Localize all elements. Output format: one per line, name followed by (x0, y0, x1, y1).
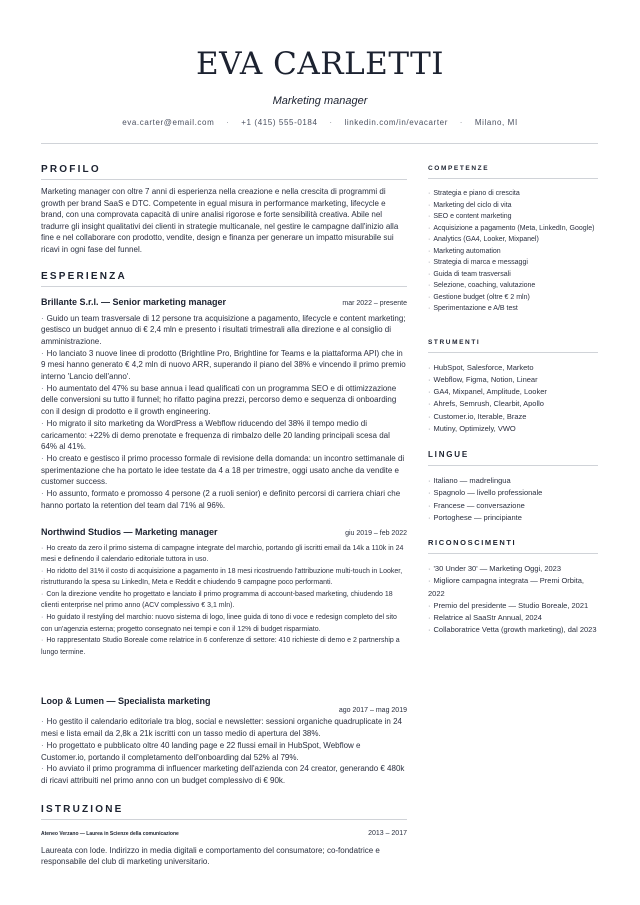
list-item: · Ho guidato il restyling del marchio: nuovo sistema di logo, linee guida di tono di voce e redesign completo del sito con un'agenzia esterna; progetto consegnato nei tempi e con il 12% di budget risparmiato. (41, 614, 397, 633)
bullet-icon: · (41, 740, 44, 750)
education-description: Laureata con lode. Indirizzo in media digitali e comportamento del consumatore; co-fondatrice e responsabile del club di marketing universitario. (41, 845, 380, 867)
bullet-icon: · (428, 564, 431, 574)
list-item: · Relatrice al SaaStr Annual, 2024 (428, 612, 542, 622)
bullet-icon: · (428, 625, 431, 635)
bullet-icon: · (428, 423, 431, 433)
section-istruzione (41, 804, 407, 868)
side-column (428, 165, 598, 636)
section-title: STRUMENTI (428, 339, 598, 353)
section-profilo (41, 164, 407, 256)
list-item: · Gestione budget (oltre € 2 mln) (428, 293, 530, 301)
list-item: · Spagnolo — livello professionale (428, 488, 543, 498)
list-item: · HubSpot, Salesforce, Marketo (428, 362, 534, 372)
bullet-icon: · (428, 259, 431, 266)
job-title: Brillante S.r.l. — Senior marketing manager (41, 296, 227, 307)
job-header (41, 297, 407, 307)
bullet-icon: · (41, 544, 44, 552)
contact-linkedin[interactable]: linkedin.com/in/evacarter (344, 118, 448, 127)
bullet-icon: · (428, 247, 431, 255)
main-column (41, 164, 407, 868)
list-item: · Ho aumentato del 47% su base annua i lead qualificati con un programma SEO e di ottimizzazione delle conversioni su tutto il funnel; ho rifatto pagina prezzi, percorso demo e sequenza di onboarding con il design di prodotto e il growth engineering. (41, 383, 397, 417)
contact-email[interactable]: eva.carter@email.com (122, 118, 215, 127)
list-item: · Sperimentazione e A/B test (428, 305, 518, 312)
list-item: · Analytics (GA4, Looker, Mixpanel) (428, 236, 539, 243)
job-date: mar 2022 – presente (342, 299, 407, 307)
list-item: · '30 Under 30' — Marketing Oggi, 2023 (428, 564, 562, 574)
bullet-icon: · (428, 488, 431, 498)
list-item: · Ho migrato il sito marketing da WordPress a Webflow riducendo del 38% il tempo medio di caricamento: +22% di demo prenotate e frequenza di rimbalzo delle 20 landing principali scesa dal 64% al 41%. (41, 418, 390, 452)
job-entry (41, 527, 407, 659)
education-date: 2013 – 2017 (368, 829, 407, 837)
contact-separator: · (329, 118, 333, 127)
bullet-icon: · (41, 590, 44, 598)
list-item: · Marketing automation (428, 247, 501, 255)
profile-summary: Marketing manager con oltre 7 anni di esperienza nella creazione e nella crescita di programmi di growth per brand SaaS e DTC. Competente in egual misura in performance marketing, lifecycle e brand, con una comprovata capacità di unire analisi rigorose e forte sensibilità creativa. Abile nel tradurre gli insight qualitativi dei clienti in strategie multicanale, nel gestire le campagne dall'inizio alla fine e nel collaborare con prodotto, vendite, design e finanza per generare un impatto misurabile sui ricavi in ogni fase del funnel. (41, 187, 399, 254)
list-item: · Migliore campagna integrata — Premi Orbita, 2022 (428, 576, 584, 598)
section-title: LINGUE (428, 450, 598, 466)
job-entry (41, 297, 407, 512)
list-item: · Ho creato da zero il primo sistema di campagne integrate del marchio, portando gli iscritti email da 14k a 110k in 24 mesi e definendo il calendario editoriale tuttora in uso. (41, 544, 404, 564)
section-strumenti (428, 339, 598, 436)
list-item: · Con la direzione vendite ho progettato e lanciato il primo programma di account-based marketing, chiudendo 18 clienti enterprise nel primo anno (ACV complessivo € 3,1 mln). (41, 590, 393, 610)
contact-location: Milano, MI (474, 118, 518, 127)
bullet-icon: · (41, 764, 44, 774)
job-title: Loop & Lumen — Specialista marketing (41, 696, 211, 707)
list-item: · Strategia di marca e messaggi (428, 259, 528, 266)
section-title: RICONOSCIMENTI (428, 538, 598, 554)
list-item: · Ho assunto, formato e promosso 4 persone (2 a ruoli senior) e definito percorsi di carriera chiari che hanno portato la retention del team dal 71% al 96%. (41, 489, 401, 510)
list-item: · Ahrefs, Semrush, Clearbit, Apollo (428, 399, 544, 409)
bullet-icon: · (428, 576, 431, 586)
bullet-icon: · (428, 600, 431, 610)
list-item: · Portoghese — principiante (428, 512, 522, 522)
list-item: · Customer.io, Iterable, Braze (428, 411, 527, 421)
bullet-icon: · (428, 270, 431, 278)
list-item: · Guido un team trasversale di 12 persone tra acquisizione a pagamento, lifecycle e content marketing; gestisco un budget annuo di € 2,4 mln e presento i risultati trimestrali alla direzione e al consiglio di amministrazione. (41, 313, 406, 346)
list-item: · Selezione, coaching, valutazione (428, 282, 536, 289)
bullet-icon: · (428, 512, 431, 522)
list-item: · Ho gestito il calendario editoriale tra blog, social e newsletter: sessioni organiche quadruplicate in 24 mesi e lista email da 2,8k a 21k iscritti con un tasso medio di apertura del 38%. (41, 717, 402, 739)
bullet-icon: · (428, 362, 431, 372)
bullet-icon: · (428, 399, 431, 409)
bullet-icon: · (428, 293, 431, 301)
bullet-icon: · (428, 411, 431, 421)
bullet-icon: · (41, 614, 44, 622)
job-role: Marketing manager (272, 95, 368, 107)
candidate-name: EVA CARLETTI (196, 46, 444, 82)
bullet-icon: · (428, 213, 431, 220)
bullet-icon: · (428, 612, 431, 622)
list-item: · Ho ridotto del 31% il costo di acquisizione a pagamento in 18 mesi ricostruendo l'attribuzione multi-touch in Looker, ristrutturando la spesa su LinkedIn, Meta e Reddit e chiudendo 9 campagne poco performanti. (41, 567, 403, 587)
bullet-icon: · (41, 313, 44, 323)
job-date: ago 2017 – mag 2019 (338, 707, 407, 715)
contact-phone[interactable]: +1 (415) 555-0184 (241, 118, 318, 127)
list-item: · Ho creato e gestisco il primo processo formale di revisione della domanda: un incontro settimanale di sperimentazione che ha portato le idee testate da 4 a 18 per trimestre, oggi usato anche da vendite e customer success. (41, 454, 405, 487)
job-entry (41, 696, 407, 786)
bullet-icon: · (428, 190, 431, 197)
list-item: · SEO e content marketing (428, 213, 512, 220)
section-competenze (428, 165, 598, 315)
bullet-icon: · (428, 224, 431, 232)
list-item: · Francese — conversazione (428, 500, 525, 510)
list-item: · Mutiny, Optimizely, VWO (428, 423, 516, 433)
list-item: · Marketing del ciclo di vita (428, 201, 512, 209)
section-riconoscimenti (428, 538, 598, 636)
bullet-icon: · (41, 348, 44, 358)
list-item: · Premio del presidente — Studio Boreale, 2021 (428, 600, 589, 610)
job-title: Northwind Studios — Marketing manager (41, 526, 218, 537)
bullet-icon: · (428, 500, 431, 510)
list-item: · Ho rappresentato Studio Boreale come relatrice in 6 conferenze di settore: 410 richieste di demo e 2 partnership a lungo termine. (41, 637, 400, 656)
bullet-icon: · (41, 418, 44, 428)
education-header (41, 830, 407, 837)
bullet-icon: · (41, 637, 44, 645)
job-header (41, 527, 407, 537)
job-date: giu 2019 – feb 2022 (345, 529, 407, 537)
list-item: · Webflow, Figma, Notion, Linear (428, 374, 538, 384)
bullet-icon: · (41, 567, 44, 575)
section-lingue (428, 450, 598, 524)
list-item: · Acquisizione a pagamento (Meta, LinkedIn, Google) (428, 224, 595, 232)
bullet-icon: · (428, 305, 431, 312)
section-title: PROFILO (41, 164, 407, 180)
section-esperienza (41, 271, 407, 787)
contact-separator: · (226, 118, 230, 127)
contact-separator: · (459, 118, 464, 127)
bullet-icon: · (41, 489, 44, 499)
bullet-icon: · (428, 374, 431, 384)
list-item: · Guida di team trasversali (428, 270, 511, 278)
section-title: ESPERIENZA (41, 271, 407, 287)
bullet-icon: · (41, 717, 44, 727)
section-title: COMPETENZE (428, 165, 598, 179)
bullet-icon: · (428, 282, 431, 289)
list-item: · Ho lanciato 3 nuove linee di prodotto (Brightline Pro, Brightline for Teams e la piattaforma API) che in 9 mesi hanno generato € 4,2 mln di nuovo ARR, superando il piano del 38% e vincendo il primo premio interno 'Lancio dell'anno'. (41, 348, 406, 382)
list-item: · Ho avviato il primo programma di influencer marketing dell'azienda con 24 creator, generando € 480k di ricavi attribuiti nel primo anno con un budget complessivo di € 90k. (41, 764, 405, 785)
bullet-icon: · (41, 383, 44, 393)
list-item: · Ho progettato e pubblicato oltre 40 landing page e 22 flussi email in HubSpot, Webflow e Customer.io, portando il completamento dell'onboarding dal 52% al 79%. (41, 740, 361, 762)
list-item: · Strategia e piano di crescita (428, 190, 520, 197)
list-item: · GA4, Mixpanel, Amplitude, Looker (428, 387, 547, 397)
bullet-icon: · (428, 201, 431, 209)
section-title: ISTRUZIONE (41, 804, 407, 820)
bullet-icon: · (428, 236, 431, 243)
bullet-icon: · (428, 476, 431, 486)
education-institution: Ateneo Verzano — Laurea in Scienze della comunicazione (41, 830, 179, 837)
list-item: · Collaboratrice Vetta (growth marketing), dal 2023 (428, 625, 597, 635)
bullet-icon: · (428, 387, 431, 397)
contact-line (0, 118, 640, 127)
bullet-icon: · (41, 454, 44, 463)
header-divider (41, 143, 598, 144)
list-item: · Italiano — madrelingua (428, 476, 511, 486)
